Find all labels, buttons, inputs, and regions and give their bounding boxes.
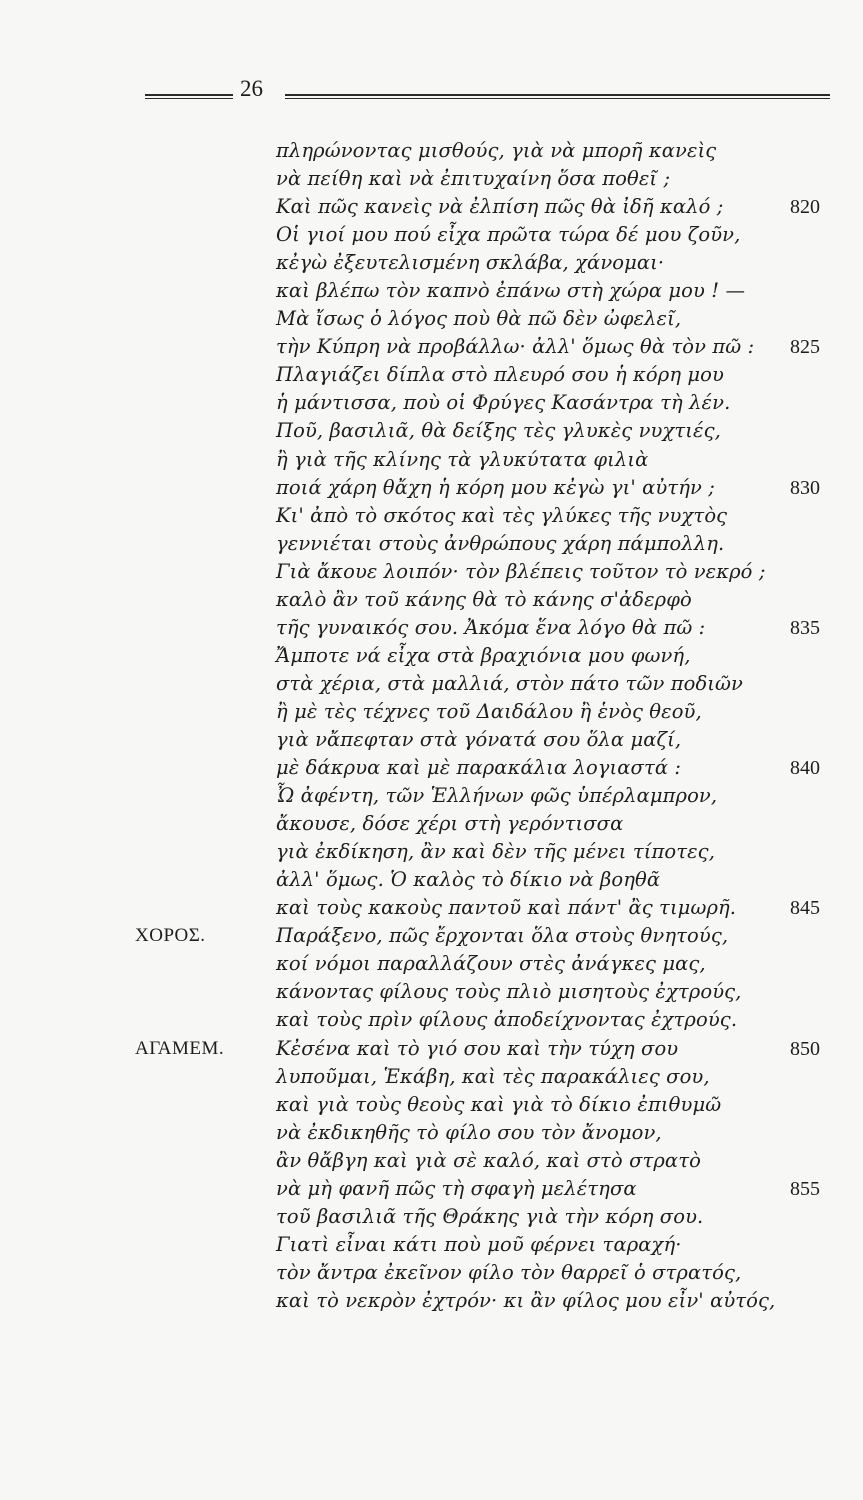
speaker-label: ΑΓΑΜΕΜ. bbox=[135, 1037, 225, 1059]
verse-text: Γιατὶ εἶναι κάτι ποὺ μοῦ φέρνει ταραχή· bbox=[276, 1232, 682, 1256]
header-rule-left bbox=[145, 94, 233, 99]
verse-line bbox=[0, 474, 863, 502]
verse-line bbox=[0, 1063, 863, 1091]
verse-line bbox=[0, 838, 863, 866]
verse-line bbox=[0, 165, 863, 193]
verse-text: τοῦ βασιλιᾶ τῆς Θράκης γιὰ τὴν κόρη σου. bbox=[276, 1204, 704, 1228]
verse-line bbox=[0, 361, 863, 389]
verse-line bbox=[0, 137, 863, 165]
verse-text: ἢ μὲ τὲς τέχνες τοῦ Δαιδάλου ἢ ἑνὸς θεοῦ, bbox=[276, 699, 702, 723]
speaker-label: ΧΟΡΟΣ. bbox=[135, 925, 206, 947]
verse-line bbox=[0, 1231, 863, 1259]
verse-text: Παράξενο, πῶς ἔρχονται ὅλα στοὺς θνητούς, bbox=[276, 924, 729, 948]
verse-text: στὰ χέρια, στὰ μαλλιά, στὸν πάτο τῶν ποδιῶν bbox=[276, 671, 743, 695]
verse-line bbox=[0, 614, 863, 642]
verse-line bbox=[0, 782, 863, 810]
verse-text: Μὰ ἴσως ὁ λόγος ποὺ θὰ πῶ δὲν ὠφελεῖ, bbox=[276, 307, 682, 331]
verse-line bbox=[0, 922, 863, 950]
verse-text: νὰ μὴ φανῆ πῶς τὴ σφαγὴ μελέτησα bbox=[276, 1176, 637, 1200]
verse-text: κοί νόμοι παραλλάζουν στὲς ἀνάγκες μας, bbox=[276, 952, 706, 976]
verse-text: Κι' ἀπὸ τὸ σκότος καὶ τὲς γλύκες τῆς νυχτὸς bbox=[276, 503, 728, 527]
verse-text: γιὰ νἄπεφταν στὰ γόνατά σου ὅλα μαζί, bbox=[276, 727, 682, 751]
verse-text: ποιά χάρη θἄχη ἡ κόρη μου κἐγὼ γι' αὐτήν ; bbox=[276, 475, 715, 499]
verse-line bbox=[0, 1147, 863, 1175]
verse-text: ἀλλ' ὅμως. Ὁ καλὸς τὸ δίκιο νὰ βοηθᾶ bbox=[276, 868, 661, 892]
verse-line bbox=[0, 866, 863, 894]
verse-line bbox=[0, 1119, 863, 1147]
verse-text: Καὶ πῶς κανεὶς νὰ ἐλπίση πῶς θὰ ἰδῆ καλό ; bbox=[276, 195, 724, 219]
verse-line bbox=[0, 754, 863, 782]
verse-text: καὶ τὸ νεκρὸν ἐχτρόν· κι ἂν φίλος μου εἶν' αὐτός, bbox=[276, 1288, 776, 1312]
verse-line bbox=[0, 978, 863, 1006]
line-number: 825 bbox=[790, 336, 820, 359]
verse-line bbox=[0, 502, 863, 530]
verse-text: τῆς γυναικός σου. Ἀκόμα ἕνα λόγο θὰ πῶ : bbox=[276, 615, 706, 639]
page-header bbox=[0, 72, 863, 112]
verse-text: καλὸ ἂν τοῦ κάνης θὰ τὸ κάνης σ'ἀδερφὸ bbox=[276, 587, 692, 611]
verse-text: ἢ γιὰ τῆς κλίνης τὰ γλυκύτατα φιλιὰ bbox=[276, 447, 649, 471]
verse-line bbox=[0, 670, 863, 698]
verse-text: Γιὰ ἄκουε λοιπόν· τὸν βλέπεις τοῦτον τὸ νεκρό ; bbox=[276, 559, 766, 583]
verse-line bbox=[0, 389, 863, 417]
verse-block bbox=[0, 137, 863, 1315]
verse-text: ἂν θἄβγη καὶ γιὰ σὲ καλό, καὶ στὸ στρατὸ bbox=[276, 1148, 701, 1172]
verse-line bbox=[0, 894, 863, 922]
verse-line bbox=[0, 446, 863, 474]
line-number: 830 bbox=[790, 476, 820, 499]
verse-text: γιὰ ἐκδίκηση, ἂν καὶ δὲν τῆς μένει τίποτες, bbox=[276, 840, 715, 864]
verse-line bbox=[0, 1006, 863, 1034]
verse-line bbox=[0, 333, 863, 361]
header-rule-right bbox=[285, 94, 830, 99]
verse-line bbox=[0, 810, 863, 838]
verse-line bbox=[0, 726, 863, 754]
verse-line bbox=[0, 698, 863, 726]
verse-text: κάνοντας φίλους τοὺς πλιὸ μισητοὺς ἐχτρούς, bbox=[276, 980, 742, 1004]
verse-line bbox=[0, 642, 863, 670]
verse-text: ἡ μάντισσα, ποὺ οἱ Φρύγες Κασάντρα τὴ λέν. bbox=[276, 391, 731, 415]
verse-text: νὰ ἐκδικηθῆς τὸ φίλο σου τὸν ἄνομον, bbox=[276, 1120, 662, 1144]
line-number: 835 bbox=[790, 616, 820, 639]
verse-line bbox=[0, 586, 863, 614]
verse-line bbox=[0, 1259, 863, 1287]
verse-text: καὶ τοὺς πρὶν φίλους ἀποδείχνοντας ἐχτρούς. bbox=[276, 1008, 738, 1032]
verse-text: Ὦ ἀφέντη, τῶν Ἑλλήνων φῶς ὑπέρλαμπρον, bbox=[276, 784, 718, 808]
verse-text: τὴν Κύπρη νὰ προβάλλω· ἀλλ' ὅμως θὰ τὸν πῶ : bbox=[276, 335, 755, 359]
verse-text: καὶ βλέπω τὸν καπνὸ ἐπάνω στὴ χώρα μου ! — bbox=[276, 279, 746, 303]
verse-line bbox=[0, 417, 863, 445]
verse-line bbox=[0, 249, 863, 277]
verse-line bbox=[0, 1175, 863, 1203]
line-number: 820 bbox=[790, 196, 820, 219]
verse-text: πληρώνοντας μισθούς, γιὰ νὰ μπορῆ κανεὶς bbox=[276, 139, 717, 162]
verse-text: κἐγὼ ἐξευτελισμένη σκλάβα, χάνομαι· bbox=[276, 251, 665, 275]
verse-text: Ποῦ, βασιλιᾶ, θὰ δείξης τὲς γλυκὲς νυχτιές, bbox=[276, 419, 721, 443]
verse-line bbox=[0, 530, 863, 558]
verse-text: Πλαγιάζει δίπλα στὸ πλευρό σου ἡ κόρη μου bbox=[276, 363, 724, 387]
verse-text: τὸν ἄντρα ἐκεῖνον φίλο τὸν θαρρεῖ ὁ στρατός, bbox=[276, 1260, 742, 1284]
verse-line bbox=[0, 1035, 863, 1063]
verse-line bbox=[0, 1287, 863, 1315]
verse-line bbox=[0, 193, 863, 221]
page-number: 26 bbox=[240, 76, 263, 101]
verse-text: Κἐσένα καὶ τὸ γιό σου καὶ τὴν τύχη σου bbox=[276, 1036, 679, 1060]
verse-line bbox=[0, 221, 863, 249]
verse-text: νὰ πείθη καὶ νὰ ἐπιτυχαίνη ὅσα ποθεῖ ; bbox=[276, 167, 671, 191]
verse-line bbox=[0, 950, 863, 978]
verse-text: Οἱ γιοί μου πού εἶχα πρῶτα τώρα δέ μου ζοῦν, bbox=[276, 223, 741, 247]
verse-line bbox=[0, 277, 863, 305]
verse-text: ἄκουσε, δόσε χέρι στὴ γερόντισσα bbox=[276, 812, 624, 836]
verse-line bbox=[0, 558, 863, 586]
verse-line bbox=[0, 305, 863, 333]
line-number: 845 bbox=[790, 897, 820, 920]
verse-line bbox=[0, 1203, 863, 1231]
verse-line bbox=[0, 1091, 863, 1119]
verse-text: γεννιέται στοὺς ἀνθρώπους χάρη πάμπολλη. bbox=[276, 531, 725, 555]
verse-text: λυποῦμαι, Ἑκάβη, καὶ τὲς παρακάλιες σου, bbox=[276, 1064, 710, 1088]
line-number: 840 bbox=[790, 757, 820, 780]
line-number: 850 bbox=[790, 1037, 820, 1060]
verse-text: καὶ γιὰ τοὺς θεοὺς καὶ γιὰ τὸ δίκιο ἐπιθυμῶ bbox=[276, 1092, 722, 1116]
verse-text: μὲ δάκρυα καὶ μὲ παρακάλια λογιαστά : bbox=[276, 756, 682, 780]
line-number: 855 bbox=[790, 1177, 820, 1200]
verse-text: καὶ τοὺς κακοὺς παντοῦ καὶ πάντ' ἂς τιμωρῆ. bbox=[276, 896, 737, 920]
verse-text: Ἄμποτε νά εἶχα στὰ βραχιόνια μου φωνή, bbox=[276, 643, 691, 667]
